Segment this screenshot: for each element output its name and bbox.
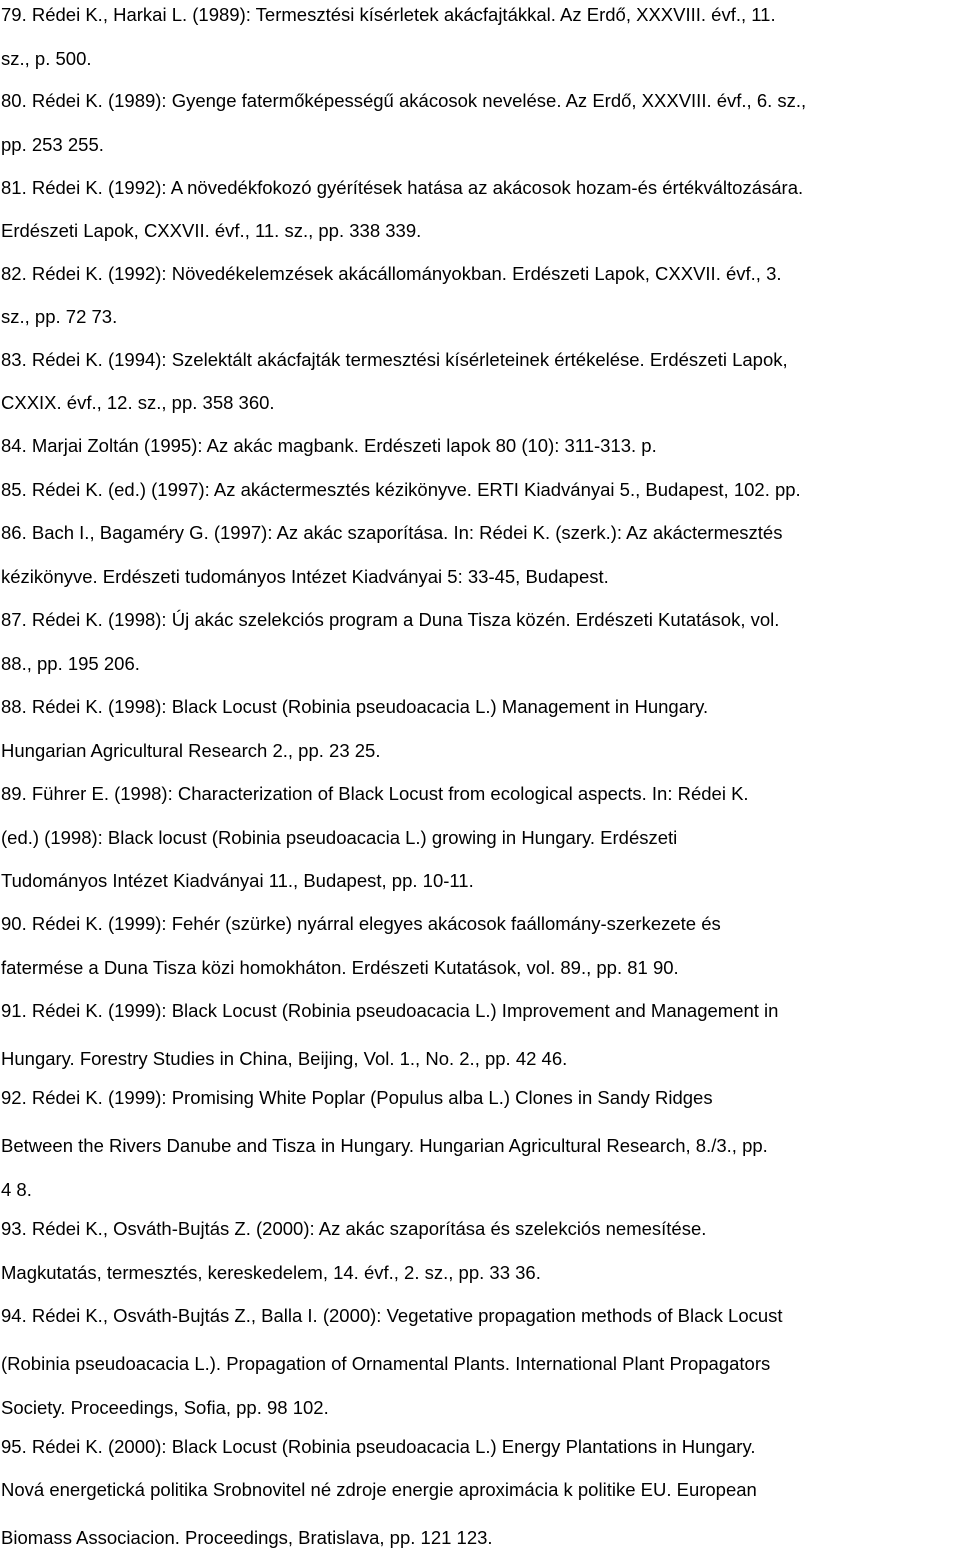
reference-line: 81. Rédei K. (1992): A növedékfokozó gyérítések hatása az akácosok hozam-és értékváltozására.: [1, 177, 804, 198]
reference-line: fatermése a Duna Tisza közi homokháton. Erdészeti Kutatások, vol. 89., pp. 81 90.: [1, 957, 679, 978]
reference-line: sz., pp. 72 73.: [1, 306, 118, 327]
reference-line: Biomass Associacion. Proceedings, Bratislava, pp. 121 123.: [1, 1527, 493, 1548]
reference-line: 92. Rédei K. (1999): Promising White Poplar (Populus alba L.) Clones in Sandy Ridges: [1, 1087, 713, 1108]
reference-line: CXXIX. évf., 12. sz., pp. 358 360.: [1, 392, 275, 413]
reference-line: 4 8.: [1, 1179, 32, 1200]
reference-line: Erdészeti Lapok, CXXVII. évf., 11. sz., pp. 338 339.: [1, 220, 422, 241]
reference-line: 95. Rédei K. (2000): Black Locust (Robinia pseudoacacia L.) Energy Plantations in Hungary.: [1, 1436, 756, 1457]
reference-line: pp. 253 255.: [1, 134, 104, 155]
reference-line: 88., pp. 195 206.: [1, 653, 140, 674]
reference-line: Hungarian Agricultural Research 2., pp. 23 25.: [1, 740, 381, 761]
reference-line: 94. Rédei K., Osváth-Bujtás Z., Balla I. (2000): Vegetative propagation methods of Black Locust: [1, 1305, 783, 1326]
reference-line: Society. Proceedings, Sofia, pp. 98 102.: [1, 1397, 329, 1418]
reference-line: 86. Bach I., Bagaméry G. (1997): Az akác szaporítása. In: Rédei K. (szerk.): Az akáctermesztés: [1, 522, 783, 543]
reference-line: 87. Rédei K. (1998): Új akác szelekciós program a Duna Tisza közén. Erdészeti Kutatások, vol.: [1, 609, 780, 630]
reference-line: (ed.) (1998): Black locust (Robinia pseudoacacia L.) growing in Hungary. Erdészeti: [1, 827, 678, 848]
reference-line: 85. Rédei K. (ed.) (1997): Az akáctermesztés kézikönyve. ERTI Kiadványai 5., Budapest, 102. pp.: [1, 479, 801, 500]
reference-line: Nová energetická politika Srobnovitel né zdroje energie aproximácia k politike EU. European: [1, 1479, 757, 1500]
reference-line: 80. Rédei K. (1989): Gyenge fatermőképességű akácosok nevelése. Az Erdő, XXXVIII. évf., 6. sz.,: [1, 90, 807, 111]
reference-line: 90. Rédei K. (1999): Fehér (szürke) nyárral elegyes akácosok faállomány-szerkezete és: [1, 913, 721, 934]
reference-line: 79. Rédei K., Harkai L. (1989): Termesztési kísérletek akácfajtákkal. Az Erdő, XXXVIII. évf., 11.: [1, 4, 776, 25]
reference-line: Between the Rivers Danube and Tisza in Hungary. Hungarian Agricultural Research, 8./3., pp.: [1, 1135, 768, 1156]
reference-line: Tudományos Intézet Kiadványai 11., Budapest, pp. 10-11.: [1, 870, 474, 891]
reference-line: Magkutatás, termesztés, kereskedelem, 14. évf., 2. sz., pp. 33 36.: [1, 1262, 541, 1283]
reference-line: kézikönyve. Erdészeti tudományos Intézet Kiadványai 5: 33-45, Budapest.: [1, 566, 609, 587]
reference-line: 93. Rédei K., Osváth-Bujtás Z. (2000): Az akác szaporítása és szelekciós nemesítése.: [1, 1218, 707, 1239]
reference-line: sz., p. 500.: [1, 48, 92, 69]
reference-line: 89. Führer E. (1998): Characterization of Black Locust from ecological aspects. In: Rédei K.: [1, 783, 749, 804]
reference-line: 82. Rédei K. (1992): Növedékelemzések akácállományokban. Erdészeti Lapok, CXXVII. évf., 3.: [1, 263, 782, 284]
reference-line: 91. Rédei K. (1999): Black Locust (Robinia pseudoacacia L.) Improvement and Management in: [1, 1000, 779, 1021]
reference-line: 84. Marjai Zoltán (1995): Az akác magbank. Erdészeti lapok 80 (10): 311-313. p.: [1, 435, 657, 456]
reference-line: 83. Rédei K. (1994): Szelektált akácfajták termesztési kísérleteinek értékelése. Erdészeti Lapok,: [1, 349, 788, 370]
reference-line: 88. Rédei K. (1998): Black Locust (Robinia pseudoacacia L.) Management in Hungary.: [1, 696, 709, 717]
reference-line: Hungary. Forestry Studies in China, Beijing, Vol. 1., No. 2., pp. 42 46.: [1, 1048, 568, 1069]
reference-line: (Robinia pseudoacacia L.). Propagation of Ornamental Plants. International Plant Propagators: [1, 1353, 771, 1374]
